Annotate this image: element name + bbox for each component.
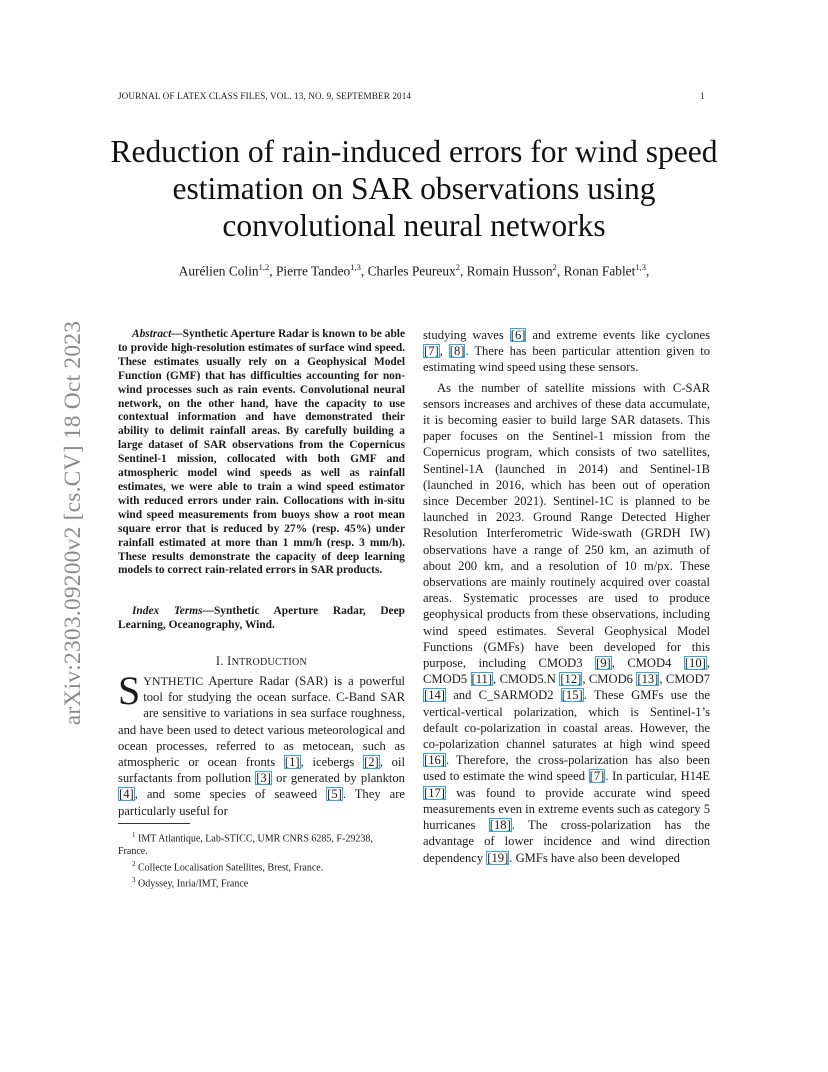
body-text: . Therefore, the cross-polarization has also been used to estimate the wind speed xyxy=(423,753,710,784)
index-terms-text: —Synthetic Aperture Radar, Deep Learning, Oceanography, Wind. xyxy=(118,605,405,631)
intro-smallcaps: YNTHETIC xyxy=(143,674,204,688)
citation-link[interactable]: [9] xyxy=(596,656,611,671)
citation-link[interactable]: [14] xyxy=(424,688,445,703)
author-name: Aurélien Colin xyxy=(178,263,259,279)
body-text: . These GMFs use the vertical-vertical polarization, which is Sentinel-1’s default co-polarization in coastal areas. However, the co-polarization channel saturates at high wind speed xyxy=(423,688,710,752)
author-name: Pierre Tandeo xyxy=(275,263,351,279)
author-affiliation: 1,3 xyxy=(635,262,646,272)
section-heading xyxy=(118,654,405,669)
citation-link[interactable]: [18] xyxy=(489,818,511,833)
body-text: , CMOD6 xyxy=(582,672,637,687)
footnote-text: IMT Atlantique, Lab-STICC, UMR CNRS 6285, F-29238, France. xyxy=(118,833,373,857)
footnote-text: Odyssey, Inria/IMT, France xyxy=(135,878,249,890)
footnote-text: Collecte Localisation Satellites, Brest, France. xyxy=(135,862,324,874)
right-paragraph-1 xyxy=(423,327,710,376)
footnote-mark: 2 xyxy=(132,859,136,868)
right-paragraph-2 xyxy=(423,380,710,866)
citation-link[interactable]: [1] xyxy=(284,755,300,770)
citation-link[interactable]: [11] xyxy=(471,672,493,687)
body-text: As the number of satellite missions with C-SAR sensors increases and archives of these data accumulate, it is becoming easier to build large SAR datasets. This paper focuses on the Sentinel-1 mission from the Copernicus program, which consists of two satellites, Sentinel-1A (launched in 2014) and Sentinel-1B (launched in 2016, which has been out of operation since December 2021). Sentinel-1C is planned to be launched in 2023. Ground Range Detected Higher Resolution Interferometric Wide-swath (GRDH IW) observations have a range of 250 km, an azimuth of about 200 km, and a resolution of 10 m/px. These observations are mainly routinely acquired over coastal areas. Systematic processes are used to produce geophysical products from these observations, including wind speed estimates. Several Geophysical Model Functions (GMFs) have been developed for this purpose, including CMOD3 xyxy=(423,380,710,671)
body-text: , oil surfactants from pollution xyxy=(118,755,405,786)
body-text: and extreme events like cyclones xyxy=(526,328,710,342)
body-text: , CMOD4 xyxy=(611,656,684,671)
citation-link[interactable]: [15] xyxy=(561,688,583,703)
author-list: Aurélien Colin$^{1,2}$, Pierre Tandeo$^{1,3}$, Charles Peureux$^2$, Romain Husson$^2$, Ronan Fablet$^{1,3}$, xyxy=(178,262,650,279)
body-text: was found to provide accurate wind speed measurements even in extreme events such as category 5 hurricanes xyxy=(423,785,710,833)
arxiv-stamp xyxy=(22,288,86,758)
body-text: Aperture Radar (SAR) is a powerful tool for studying the ocean surface. C-Band SAR are sensitive to variations in sea surface roughness, and have been used to detect various meteorological and ocean processes, referred to as metocean, such as atmospheric or ocean fronts xyxy=(118,674,405,770)
body-text: , CMOD5.N xyxy=(493,672,560,687)
citation-link[interactable]: [3] xyxy=(256,771,271,786)
body-text: . The cross-polarization has the advantage of lower incidence and wind direction dependency xyxy=(423,818,710,865)
section-title-cap: I xyxy=(227,654,232,668)
citation-link[interactable]: [5] xyxy=(327,787,342,802)
author-name: Ronan Fablet xyxy=(563,263,636,279)
footnote xyxy=(118,829,405,858)
paper-title: Reduction of rain-induced errors for wind speed estimation on SAR observations using convolutional neural networks xyxy=(110,134,718,243)
citation-link[interactable]: [6] xyxy=(510,328,526,342)
body-text: . GMFs have also been developed xyxy=(509,850,680,865)
body-text: . There has been particular attention given to estimating wind speed using these sensors. xyxy=(423,344,710,375)
body-text: , icebergs xyxy=(300,755,364,770)
citation-link[interactable]: [13] xyxy=(637,672,659,687)
running-header: JOURNAL OF LATEX CLASS FILES, VOL. 13, NO. 9, SEPTEMBER 2014 xyxy=(118,91,412,101)
citation-link[interactable]: [7] xyxy=(424,344,439,359)
citation-link[interactable]: [8] xyxy=(449,344,465,359)
body-text: , and some species of seaweed xyxy=(134,787,327,802)
arxiv-id: arXiv:2303.09200v2 [cs.CV] 18 Oct 2023 xyxy=(60,320,86,726)
author-affiliation: 2 xyxy=(455,262,460,272)
citation-link[interactable]: [4] xyxy=(119,787,134,802)
author-name: Charles Peureux xyxy=(367,263,456,279)
footnote xyxy=(118,858,405,875)
body-text: , CMOD5 xyxy=(423,656,710,687)
section-title-rest: NTRODUCTION xyxy=(231,657,308,668)
body-text: , xyxy=(439,344,449,359)
citation-link[interactable]: [19] xyxy=(487,850,509,865)
abstract xyxy=(118,328,405,578)
section-number: I. xyxy=(215,654,224,668)
author-affiliation: 2 xyxy=(552,262,557,272)
drop-cap: S xyxy=(118,668,141,713)
author-affiliation: 1,2 xyxy=(258,262,270,272)
citation-link[interactable]: [7] xyxy=(589,769,605,784)
citation-link[interactable]: [12] xyxy=(560,672,582,687)
citation-link[interactable]: [16] xyxy=(424,753,445,768)
footnote-mark: 3 xyxy=(132,876,136,885)
body-text: or generated by plankton xyxy=(271,771,405,786)
introduction-paragraph xyxy=(118,668,405,819)
body-text: . They are particularly useful for xyxy=(118,787,405,818)
body-text: studying waves xyxy=(423,328,510,342)
right-column xyxy=(423,327,710,866)
body-text: . In particular, H14E xyxy=(605,769,711,784)
footnote-mark: 1 xyxy=(132,831,136,839)
footnote-rule xyxy=(118,823,190,824)
citation-link[interactable]: [17] xyxy=(424,785,445,800)
index-terms xyxy=(118,605,405,633)
citation-link[interactable]: [2] xyxy=(364,755,379,770)
abstract-label: Abstract xyxy=(132,328,172,340)
body-text: and C_SARMOD2 xyxy=(445,688,561,703)
author-name: Romain Husson xyxy=(466,263,553,279)
citation-link[interactable]: [10] xyxy=(684,656,706,671)
body-text: , CMOD7 xyxy=(659,672,711,687)
page-number: 1 xyxy=(700,91,705,101)
footnotes xyxy=(118,829,405,891)
footnote xyxy=(118,874,405,891)
author-affiliation: 1,3 xyxy=(350,262,361,272)
abstract-text: —Synthetic Aperture Radar is known to be able to provide high-resolution estimates of surface wind speed. These estimates usually rely on a Geophysical Model Function (GMF) that has difficulties accounting for non-wind processes such as rain events. Convolutional neural network, on the other hand, have the capacity to use contextual information and have demonstrated their ability to delimit rainfall areas. By carefully building a large dataset of SAR observations from the Copernicus Sentinel-1 mission, collocated with both GMF and atmospheric model wind speeds as well as rainfall estimates, we were able to train a wind speed estimator with reduced errors under rain. Collocations with in-situ wind speed measurements from buoys show a root mean square error that is reduced by 27% (resp. 45%) under rainfall estimated at more than 1 mm/h (resp. 3 mm/h). These results demonstrate the capacity of deep learning models to correct rain-related errors in SAR products. xyxy=(118,328,405,577)
index-terms-label: Index Terms xyxy=(132,605,203,617)
